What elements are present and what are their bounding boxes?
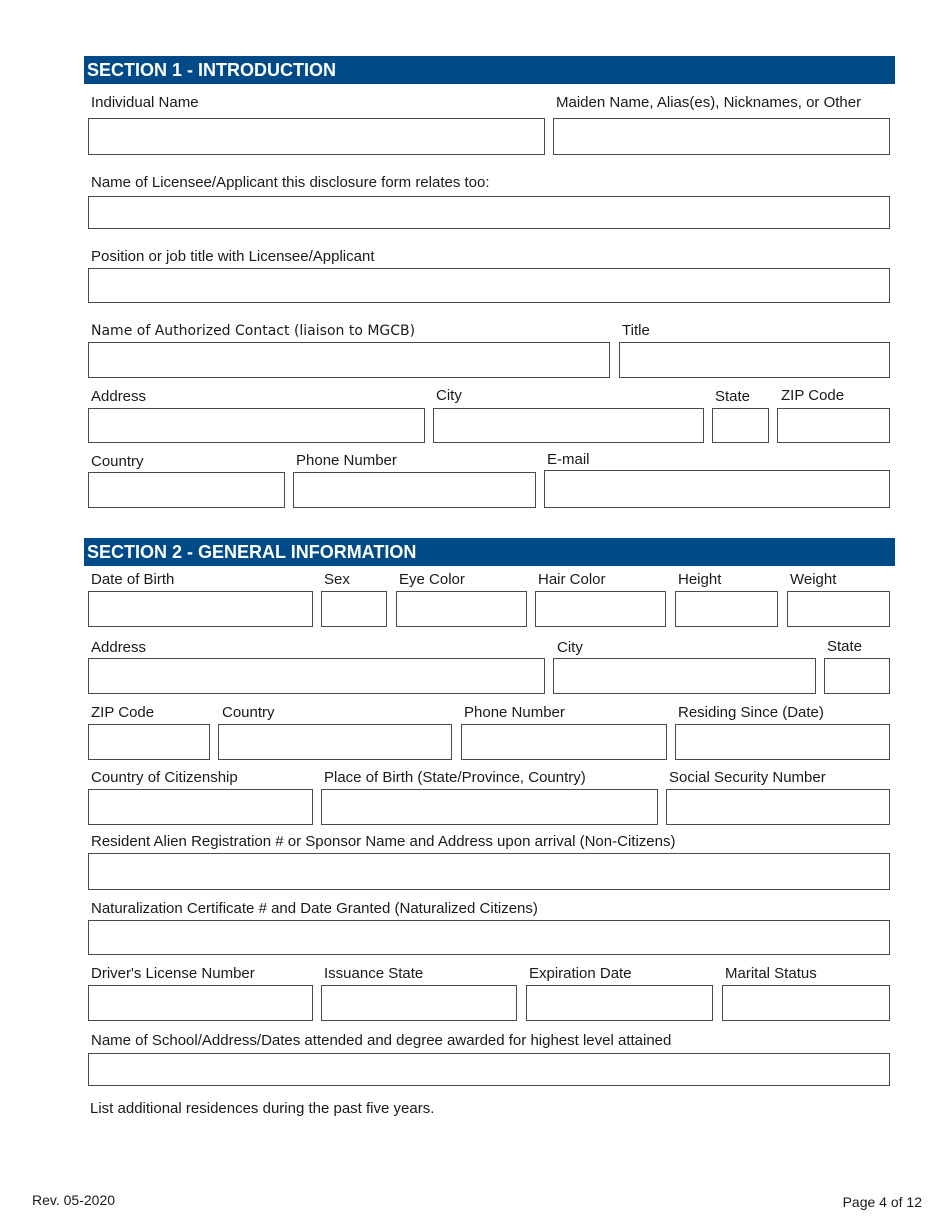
maiden-name-field[interactable] — [553, 118, 890, 155]
residences-note: List additional residences during the past five years. — [90, 1100, 435, 1117]
country-label: Country — [222, 704, 275, 721]
place-of-birth-label: Place of Birth (State/Province, Country) — [324, 769, 586, 786]
contact-zip-field[interactable] — [777, 408, 890, 443]
contact-title-field[interactable] — [619, 342, 890, 378]
marital-status-label: Marital Status — [725, 965, 817, 982]
eye-color-label: Eye Color — [399, 571, 465, 588]
contact-title-label: Title — [622, 322, 650, 339]
page-number: Page 4 of 12 — [842, 1194, 922, 1210]
hair-color-field[interactable] — [535, 591, 666, 627]
alien-registration-field[interactable] — [88, 853, 890, 890]
city-label: City — [557, 639, 583, 656]
contact-address-label: Address — [91, 388, 147, 405]
alien-registration-label: Resident Alien Registration # or Sponsor Name and Address upon arrival (Non-Citizens) — [91, 833, 676, 850]
marital-status-field[interactable] — [722, 985, 890, 1021]
address-field[interactable] — [88, 658, 545, 694]
contact-phone-field[interactable] — [293, 472, 536, 508]
naturalization-field[interactable] — [88, 920, 890, 955]
country-field[interactable] — [218, 724, 452, 760]
contact-city-label: City — [436, 387, 462, 404]
dob-label: Date of Birth — [91, 571, 175, 588]
citizenship-field[interactable] — [88, 789, 313, 825]
school-field[interactable] — [88, 1053, 890, 1086]
licensee-name-field[interactable] — [88, 196, 890, 229]
issuance-state-label: Issuance State — [324, 965, 424, 982]
contact-email-label: E-mail — [547, 451, 590, 468]
ssn-field[interactable] — [666, 789, 890, 825]
drivers-license-field[interactable] — [88, 985, 313, 1021]
ssn-label: Social Security Number — [669, 769, 826, 786]
contact-address-field[interactable] — [88, 408, 425, 443]
drivers-license-label: Driver's License Number — [91, 965, 255, 982]
section2-header: SECTION 2 - GENERAL INFORMATION — [84, 538, 895, 566]
sex-field[interactable] — [321, 591, 387, 627]
individual-name-field[interactable] — [88, 118, 545, 155]
issuance-state-field[interactable] — [321, 985, 517, 1021]
maiden-name-label: Maiden Name, Alias(es), Nicknames, or Other — [556, 94, 862, 111]
weight-label: Weight — [790, 571, 837, 588]
state-label: State — [827, 638, 863, 655]
licensee-name-label: Name of Licensee/Applicant this disclosure form relates too: — [91, 174, 490, 191]
dob-field[interactable] — [88, 591, 313, 627]
contact-state-label: State — [715, 388, 751, 405]
eye-color-field[interactable] — [396, 591, 527, 627]
phone-field[interactable] — [461, 724, 667, 760]
school-label: Name of School/Address/Dates attended and degree awarded for highest level attained — [91, 1032, 672, 1049]
zip-label: ZIP Code — [91, 704, 155, 721]
contact-city-field[interactable] — [433, 408, 704, 443]
place-of-birth-field[interactable] — [321, 789, 658, 825]
expiration-date-label: Expiration Date — [529, 965, 632, 982]
revision-label: Rev. 05-2020 — [32, 1192, 116, 1208]
contact-country-field[interactable] — [88, 472, 285, 508]
position-label: Position or job title with Licensee/Applicant — [91, 248, 375, 265]
hair-color-label: Hair Color — [538, 571, 606, 588]
state-field[interactable] — [824, 658, 890, 694]
naturalization-label: Naturalization Certificate # and Date Granted (Naturalized Citizens) — [91, 900, 538, 917]
section1-header: SECTION 1 - INTRODUCTION — [84, 56, 895, 84]
phone-label: Phone Number — [464, 704, 565, 721]
individual-name-label: Individual Name — [91, 94, 199, 111]
contact-zip-label: ZIP Code — [781, 387, 845, 404]
city-field[interactable] — [553, 658, 816, 694]
authorized-contact-field[interactable] — [88, 342, 610, 378]
authorized-contact-label: Name of Authorized Contact (liaison to MGCB) — [91, 323, 416, 339]
zip-field[interactable] — [88, 724, 210, 760]
contact-state-field[interactable] — [712, 408, 769, 443]
sex-label: Sex — [324, 571, 350, 588]
residing-since-label: Residing Since (Date) — [678, 704, 824, 721]
height-label: Height — [678, 571, 722, 588]
height-field[interactable] — [675, 591, 778, 627]
contact-phone-label: Phone Number — [296, 452, 397, 469]
residing-since-field[interactable] — [675, 724, 890, 760]
citizenship-label: Country of Citizenship — [91, 769, 238, 786]
contact-email-field[interactable] — [544, 470, 890, 508]
expiration-date-field[interactable] — [526, 985, 713, 1021]
contact-country-label: Country — [91, 453, 144, 470]
position-field[interactable] — [88, 268, 890, 303]
weight-field[interactable] — [787, 591, 890, 627]
address-label: Address — [91, 639, 147, 656]
